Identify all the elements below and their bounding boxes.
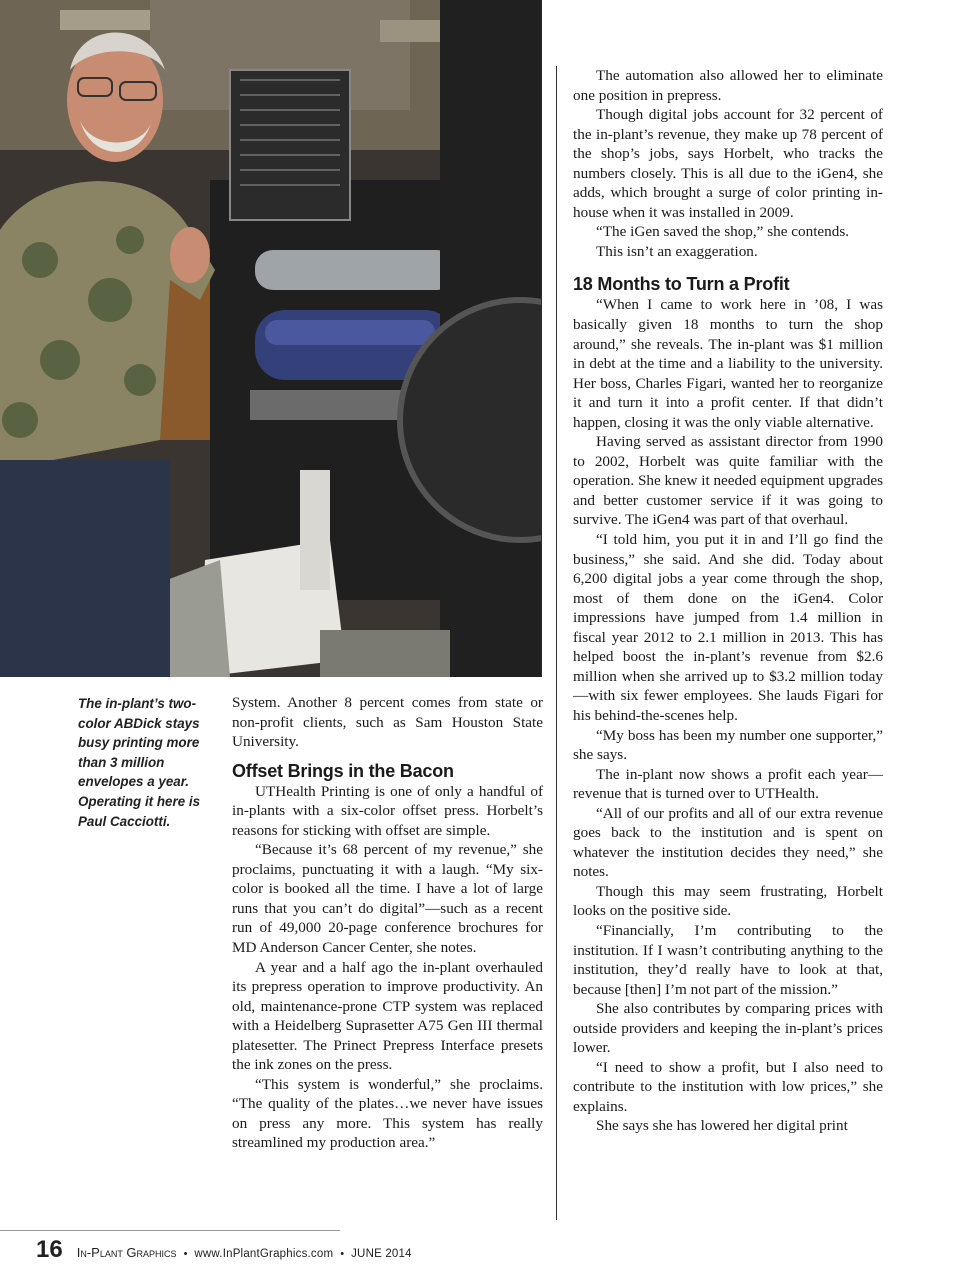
issue-date: JUNE 2014 (351, 1248, 412, 1260)
footer-bullet: • (183, 1248, 188, 1260)
middle-column (232, 693, 543, 1153)
photo-caption: The in-plant’s two-color ABDick stays busy printing more than 3 million envelopes a year. Operating it here is Paul Cacciotti. (78, 696, 201, 829)
footer-rule (0, 1230, 340, 1231)
paragraph: System. Another 8 percent comes from state or non-profit clients, such as Sam Houston State University. (232, 694, 543, 751)
paragraph: “Because it’s 68 percent of my revenue,” she proclaims, punctuating it with a laugh. “My six-color is booked all the time. I have a lot of large runs that you can’t do digital”—such as a recent run of 49,000 20-page conference brochures for MD Anderson Cancer Center, she notes. (232, 841, 543, 957)
photo-edge-rule (541, 0, 542, 677)
right-column (573, 66, 883, 1136)
paragraph: The in-plant now shows a profit each year—revenue that is turned over to UTHealth. (573, 765, 883, 803)
paragraph: “The iGen saved the shop,” she contends. (596, 223, 850, 241)
page-footer (36, 1236, 412, 1264)
paragraph: Having served as assistant director from 1990 to 2002, Horbelt was quite familiar with the operation. She knew it needed equipment upgrades and better customer service if it was going to survive. The iGen4 was part of that overhaul. (573, 433, 883, 529)
paragraph: “When I came to work here in ’08, I was basically given 18 months to turn the shop around,” she reveals. The in-plant was $1 million in debt at the time and a liability to the university. Her boss, Charles Figari, wanted her to reorganize it and turn it into a profit center. If that didn’t happen, closing it was the only viable alternative. (573, 296, 883, 431)
press-photo (0, 0, 541, 677)
paragraph: This isn’t an exaggeration. (596, 242, 758, 260)
magazine-url: www.InPlantGraphics.com (194, 1248, 334, 1260)
magazine-name: In-Plant Graphics (76, 1245, 177, 1260)
paragraph: A year and a half ago the in-plant overhauled its prepress operation to improve productivity. An old, maintenance-prone CTP system was replaced with a Heidelberg Suprasetter A75 Gen III thermal platesetter. The Prinect Prepress Interface presets the ink zones on the press. (232, 958, 543, 1074)
paragraph: Though digital jobs account for 32 percent of the in-plant’s revenue, they make up 78 percent of the shop’s jobs, says Horbelt, who tracks the numbers closely. This is all due to the iGen4, she adds, which brought a surge of color printing in-house when it was installed in 2009. (573, 106, 883, 221)
column-divider (556, 66, 557, 1220)
paragraph: “This system is wonderful,” she proclaims. “The quality of the plates…we never have issues on press any more. This system has really streamlined my production area.” (232, 1075, 543, 1152)
paragraph: “I told him, you put it in and I’ll go find the business,” she said. And she did. Today about 6,200 digital jobs a year come through the shop, most of them done on the iGen4. Color impressions have jumped from 1.4 million in fiscal year 2012 to 2.1 million in 2013. This has helped boost the in-plant’s revenue from $2.6 million when she arrived up to $3.2 million today—with six fewer employees. She lauds Figari for his behind-the-scenes help. (573, 531, 883, 724)
section-heading: 18 Months to Turn a Profit (573, 274, 790, 295)
paragraph: “My boss has been my number one supporter,” she says. (573, 726, 883, 764)
paragraph: The automation also allowed her to eliminate one position in prepress. (573, 67, 883, 104)
page-number: 16 (36, 1236, 63, 1263)
paragraph: “I need to show a profit, but I also need to contribute to the institution with low prices,” she explains. (573, 1058, 883, 1115)
paragraph: “All of our profits and all of our extra revenue goes back to the institution and is spent on whatever the institution decides they need,” she notes. (573, 804, 883, 881)
paragraph: She says she has lowered her digital print (596, 1117, 848, 1135)
printing-press-photo (0, 0, 541, 677)
section-heading: Offset Brings in the Bacon (232, 760, 454, 781)
footer-bullet: • (340, 1248, 345, 1260)
paragraph: She also contributes by comparing prices with outside providers and keeping the in-plant’s prices lower. (573, 1000, 883, 1057)
paragraph: UTHealth Printing is one of only a handful of in-plants with a six-color offset press. Horbelt’s reasons for sticking with offset are simple. (232, 782, 543, 839)
paragraph: “Financially, I’m contributing to the institution. If I wasn’t contributing anything to the institution, they’d really have to look at that, because [then] I’m not part of the mission.” (573, 921, 883, 998)
paragraph: Though this may seem frustrating, Horbelt looks on the positive side. (573, 882, 883, 920)
